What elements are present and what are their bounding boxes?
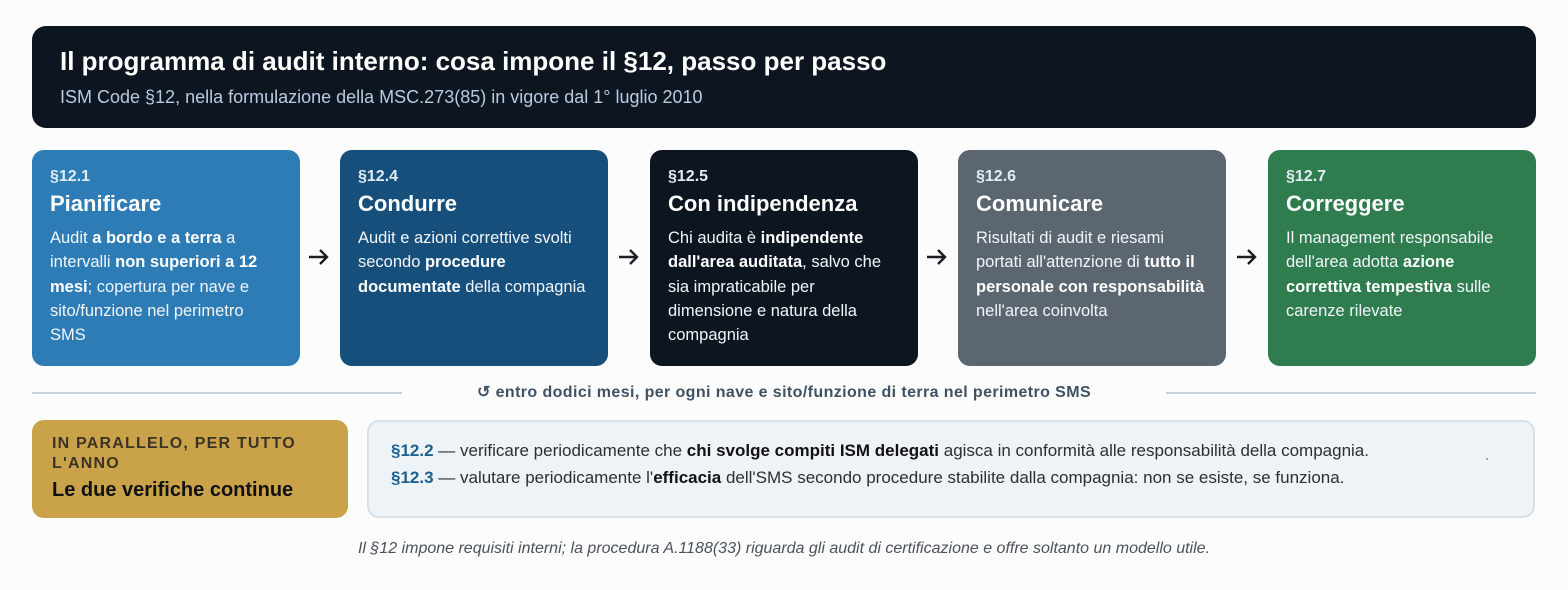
step-card-conduct (340, 150, 608, 366)
header-banner (32, 26, 1536, 128)
footnote: Il §12 impone requisiti interni; la procedura A.1188(33) riguarda gli audit di certificazione e offre soltanto un modello utile. (357, 540, 1211, 557)
divider-line (32, 392, 402, 394)
process-steps (32, 150, 1536, 366)
arrow-right-icon (925, 246, 949, 268)
step-title: Con indipendenza (668, 191, 858, 216)
step-number: §12.5 (668, 168, 709, 185)
arrow-right-icon (307, 246, 331, 268)
check-ref: §12.2 (391, 441, 434, 460)
step-title: Comunicare (976, 191, 1104, 216)
check-ref: §12.3 (391, 468, 434, 487)
step-description: Risultati di audit e riesami portati all'attenzione di tutto il personale con responsabilità nell'area coinvolta (976, 229, 1205, 320)
step-number: §12.6 (976, 168, 1017, 185)
step-number: §12.7 (1286, 168, 1327, 185)
step-number: §12.1 (50, 168, 91, 185)
dot-icon: · (1485, 451, 1489, 465)
cycle-divider (32, 381, 1536, 405)
page-subtitle: ISM Code §12, nella formulazione della MSC.273(85) in vigore dal 1° luglio 2010 (60, 87, 703, 107)
step-number: §12.4 (358, 168, 399, 185)
step-card-correct (1268, 150, 1536, 366)
divider-line (1166, 392, 1536, 394)
step-title: Condurre (358, 191, 457, 216)
parallel-badge (32, 420, 348, 518)
continuous-checks-panel (367, 420, 1535, 518)
step-title: Correggere (1286, 191, 1405, 216)
step-title: Pianificare (50, 191, 162, 216)
cycle-note: ↺ entro dodici mesi, per ogni nave e sito/funzione di terra nel perimetro SMS (476, 384, 1092, 401)
parallel-title: Le due verifiche continue (52, 479, 294, 501)
step-description: Audit e azioni correttive svolti secondo procedure documentate della compagnia (358, 229, 586, 296)
arrow-right-icon (617, 246, 641, 268)
arrow-right-icon (1235, 246, 1259, 268)
check-row-12-2 (391, 439, 1511, 462)
step-card-independence (650, 150, 918, 366)
page-title: Il programma di audit interno: cosa impone il §12, passo per passo (60, 46, 887, 76)
check-text: — verificare periodicamente che chi svolge compiti ISM delegati agisca in conformità alle responsabilità della compagnia. (433, 441, 1369, 460)
step-card-plan (32, 150, 300, 366)
step-card-communicate (958, 150, 1226, 366)
step-description: Il management responsabile dell'area adotta azione correttiva tempestiva sulle carenze rilevate (1286, 229, 1494, 320)
step-description: Chi audita è indipendente dall'area auditata, salvo che sia impraticabile per dimensione e natura della compagnia (668, 229, 882, 345)
step-description: Audit a bordo e a terra a intervalli non superiori a 12 mesi; copertura per nave e sito/funzione nel perimetro SMS (50, 229, 258, 345)
check-text: — valutare periodicamente l'efficacia dell'SMS secondo procedure stabilite dalla compagnia: non se esiste, se funziona. (433, 468, 1345, 487)
parallel-kicker: IN PARALLELO, PER TUTTO L'ANNO (52, 435, 296, 472)
check-row-12-3 (391, 466, 1511, 489)
